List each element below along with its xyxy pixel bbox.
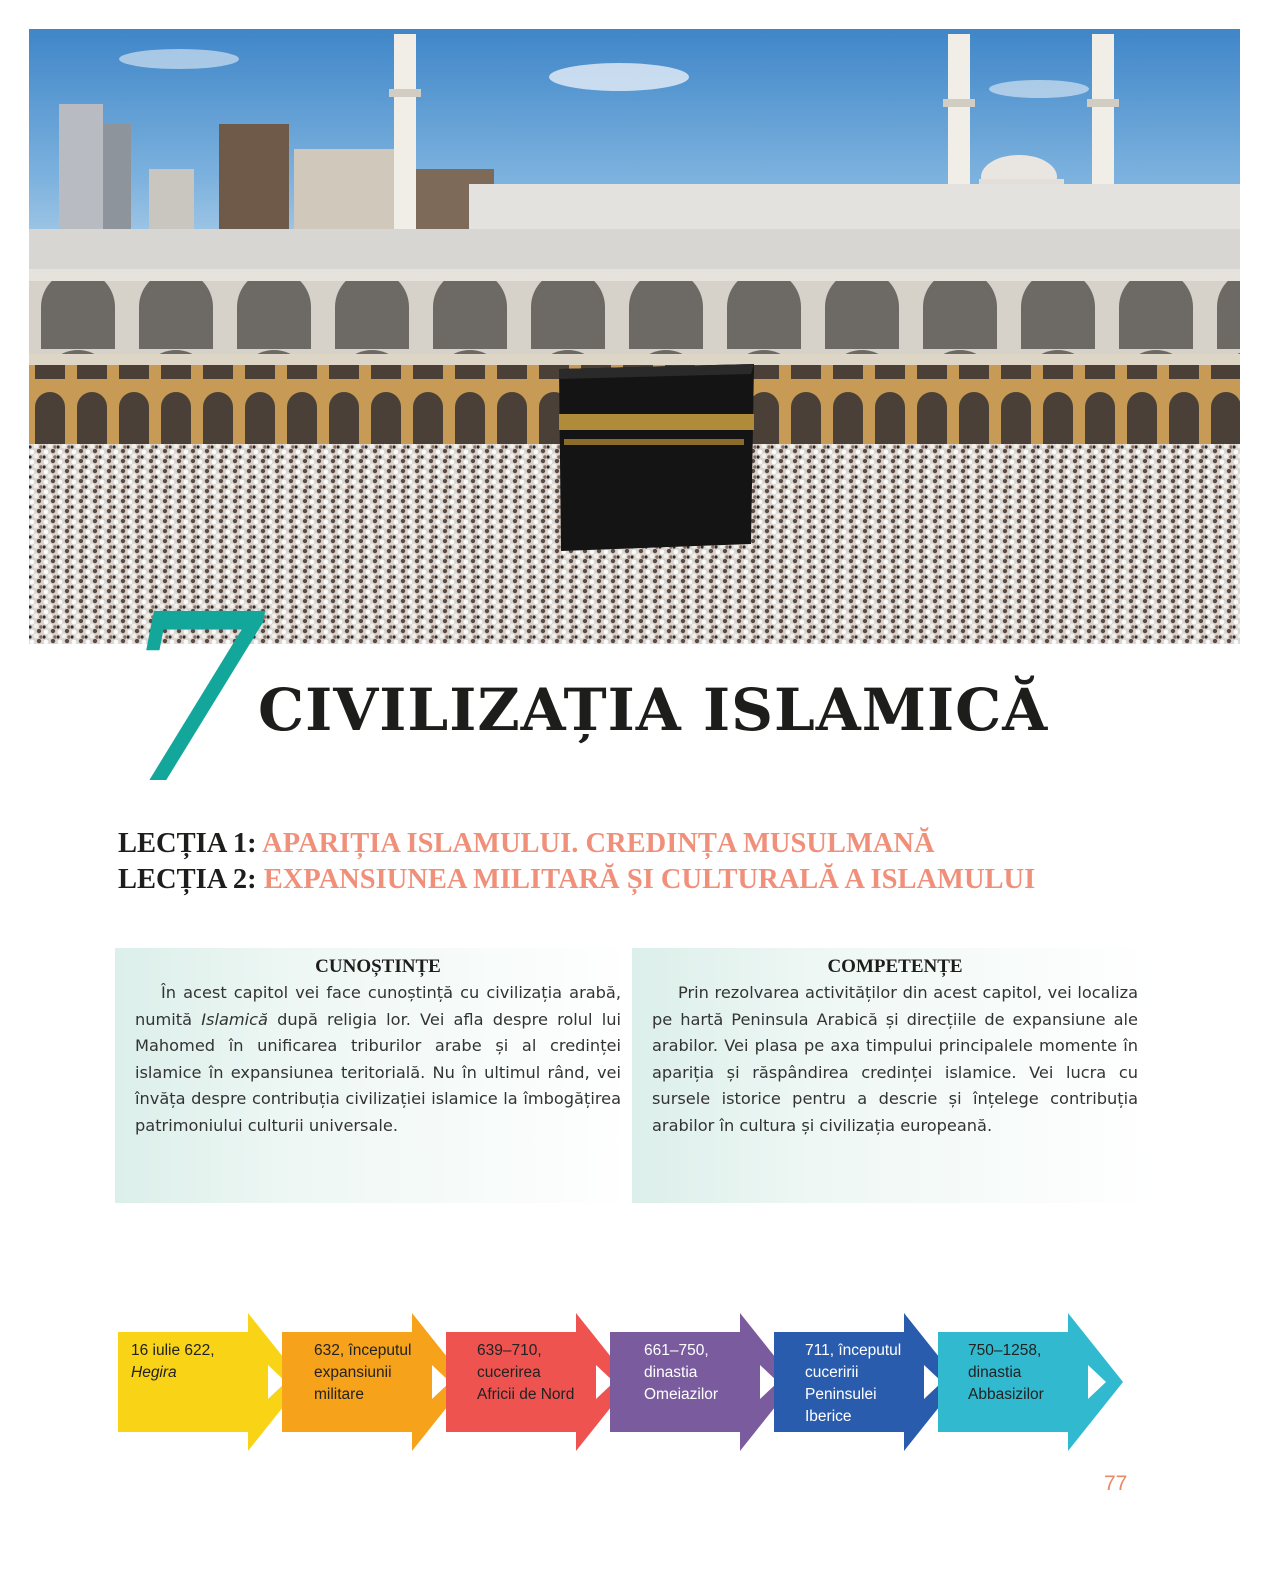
timeline <box>110 1310 1140 1460</box>
page-number: 77 <box>1104 1472 1128 1495</box>
lesson-2 <box>118 862 1035 898</box>
knowledge-text <box>135 980 621 1139</box>
timeline-label-1-date: 16 iulie 622, <box>131 1342 215 1359</box>
timeline-label-6: 750–1258, dinastia Abbasizilor <box>968 1342 1044 1403</box>
knowledge-text-start: În acest capitol vei face cunoștință cu civilizația arabă, numită <box>135 983 621 1029</box>
lesson-2-title: EXPANSIUNEA MILITARĂ ȘI CULTURALĂ A ISLAMULUI <box>263 864 1036 895</box>
competences-heading: COMPETENȚE <box>827 956 963 977</box>
timeline-label-3: 639–710, cucerirea Africii de Nord <box>477 1342 575 1403</box>
timeline-label-4: 661–750, dinastia Omeiazilor <box>644 1342 719 1403</box>
knowledge-heading: CUNOȘTINȚE <box>315 956 441 977</box>
timeline-label-1-event: Hegira <box>131 1364 177 1381</box>
lesson-1 <box>118 826 1035 862</box>
knowledge-text-end: după religia lor. Vei afla despre rolul lui Mahomed în unificarea triburilor arabe și al credinței islamice în expansiunea teritorială. Nu în ultimul rând, vei învăța despre contribuția civilizației islamice la îmbogățirea patrimoniului culturii universale. <box>135 1009 621 1135</box>
chapter-number: 7 <box>118 565 266 835</box>
timeline-label-2: 632, începutul expansiunii militare <box>314 1342 412 1403</box>
knowledge-emphasis: Islamică <box>201 1009 268 1029</box>
competences-text: Prin rezolvarea activităților din acest capitol, vei localiza pe hartă Peninsula Arabică și direcțiile de expansiune ale arabilor. Vei plasa pe axa timpului principalele momente în apariția și răspândirea credinței islamice. Vei lucra cu sursele istorice pentru a descrie și înțelege contribuția arabilor în cultura și civilizația europeană. <box>652 983 1138 1135</box>
timeline-label-1 <box>131 1340 236 1384</box>
lesson-list <box>118 826 1035 898</box>
lesson-1-title: APARIȚIA ISLAMULUI. CREDINȚA MUSULMANĂ <box>262 828 935 859</box>
timeline-label-5: 711, începutul cuceririi Peninsulei Iberice <box>805 1342 902 1425</box>
knowledge-box <box>115 948 635 1203</box>
kaaba-mecca-photo <box>29 29 1240 644</box>
lesson-2-label: LECȚIA 2: <box>118 864 257 895</box>
competences-box <box>632 948 1152 1203</box>
chapter-title: CIVILIZAȚIA ISLAMICĂ <box>258 676 1049 744</box>
lesson-1-label: LECȚIA 1: <box>118 828 257 859</box>
